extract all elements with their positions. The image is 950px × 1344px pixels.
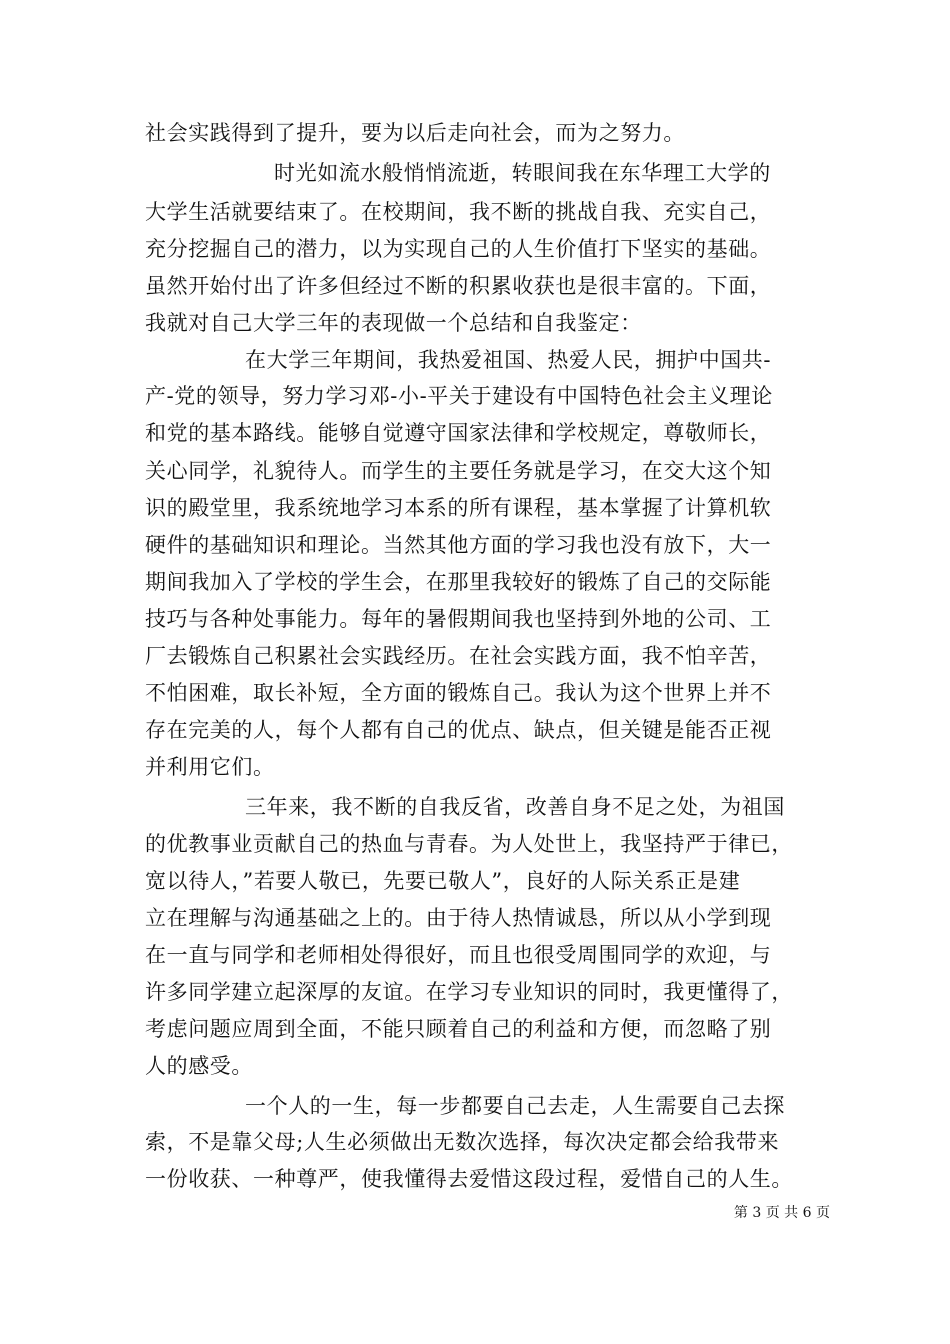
paragraph-2-line-1: 时光如流水般悄悄流逝，转眼间我在东华理工大学的 [274,161,771,185]
paragraph-2-line-4: 虽然开始付出了许多但经过不断的积累收获也是很丰富的。下面， [145,274,772,298]
paragraph-5-line-2: 索，不是靠父母;人生必须做出无数次选择，每次决定都会给我带来 [145,1130,780,1154]
paragraph-4-line-7: 考虑问题应周到全面，不能只顾着自己的利益和方便，而忽略了别 [145,1017,772,1041]
paragraph-2-line-3: 充分挖掘自己的潜力，以为实现自己的人生价值打下坚实的基础。 [145,237,772,261]
paragraph-3-line-11: 存在完美的人，每个人都有自己的优点、缺点，但关键是能否正视 [145,718,772,742]
paragraph-5-line-1: 一个人的一生，每一步都要自己去走，人生需要自己去探 [245,1094,785,1118]
paragraph-3-line-5: 识的殿堂里，我系统地学习本系的所有课程，基本掌握了计算机软 [145,496,772,520]
paragraph-1-line-1: 社会实践得到了提升，要为以后走向社会，而为之努力。 [145,121,685,145]
paragraph-4-line-1: 三年来，我不断的自我反省，改善自身不足之处，为祖国 [245,795,785,819]
paragraph-3-line-12: 并利用它们。 [145,755,275,779]
paragraph-2-line-2: 大学生活就要结束了。在校期间，我不断的挑战自我、充实自己， [145,200,772,224]
paragraph-3-line-9: 厂去锻炼自己积累社会实践经历。在社会实践方面，我不怕辛苦， [145,644,772,668]
paragraph-5-line-3: 一份收获、一种尊严，使我懂得去爱惜这段过程，爱惜自己的人生。 [145,1167,793,1191]
paragraph-3-line-8: 技巧与各种处事能力。每年的暑假期间我也坚持到外地的公司、工 [145,607,772,631]
paragraph-4-line-6: 许多同学建立起深厚的友谊。在学习专业知识的同时，我更懂得了， [145,980,793,1004]
paragraph-3-line-4: 关心同学，礼貌待人。而学生的主要任务就是学习，在交大这个知 [145,459,772,483]
paragraph-3-line-2: 产-党的领导，努力学习邓-小-平关于建设有中国特色社会主义理论 [145,384,773,408]
page-number-footer: 第 3 页 共 6 页 [733,1205,830,1221]
paragraph-4-line-8: 人的感受。 [145,1054,253,1078]
paragraph-3-line-3: 和党的基本路线。能够自觉遵守国家法律和学校规定，尊敬师长， [145,421,772,445]
paragraph-3-line-10: 不怕困难，取长补短，全方面的锻炼自己。我认为这个世界上并不 [145,681,772,705]
paragraph-4-line-4: 立在理解与沟通基础之上的。由于待人热情诚恳，所以从小学到现 [145,906,772,930]
paragraph-3-line-7: 期间我加入了学校的学生会，在那里我较好的锻炼了自己的交际能 [145,570,772,594]
paragraph-4-line-3: 宽以待人，”若要人敬已，先要已敬人”，良好的人际关系正是建 [145,869,741,893]
paragraph-4-line-5: 在一直与同学和老师相处得很好，而且也很受周围同学的欢迎，与 [145,943,772,967]
paragraph-3-line-1: 在大学三年期间，我热爱祖国、热爱人民，拥护中国共- [245,348,772,372]
paragraph-3-line-6: 硬件的基础知识和理论。当然其他方面的学习我也没有放下，大一 [145,533,772,557]
paragraph-2-line-5: 我就对自己大学三年的表现做一个总结和自我鉴定： [145,311,642,335]
paragraph-4-line-2: 的优教事业贡献自己的热血与青春。为人处世上，我坚持严于律已， [145,832,793,856]
